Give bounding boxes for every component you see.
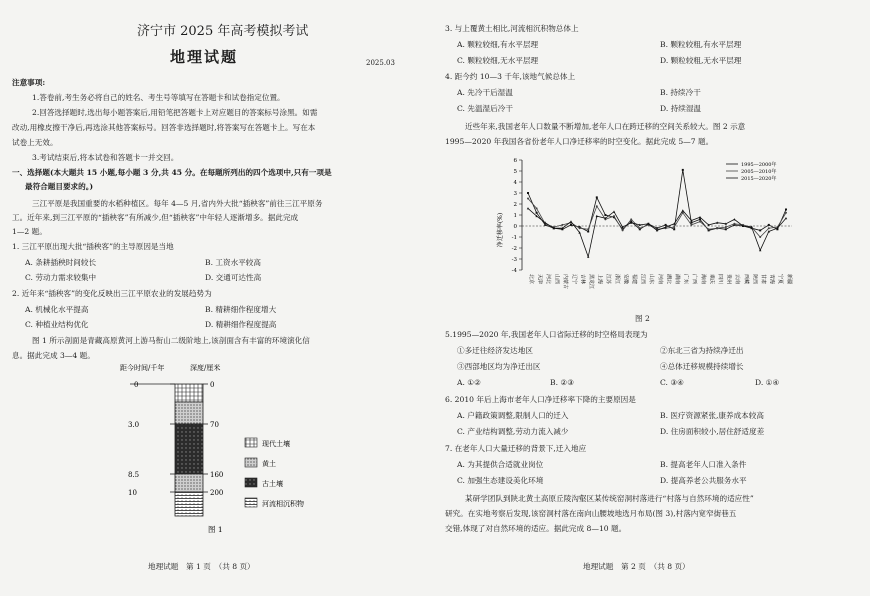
- q2-option-d[interactable]: D. 精耕细作程度提高: [205, 320, 277, 329]
- chart-x-tick-label: 广东: [682, 274, 689, 285]
- legend-swatch-modern: [245, 438, 257, 447]
- q5-statement-1: ①多迁往经济发达地区: [457, 346, 533, 355]
- chart-point: [768, 224, 770, 226]
- chart-point: [527, 207, 529, 209]
- chart-x-tick-label: 重庆: [708, 274, 715, 285]
- legend-label: 黄土: [262, 460, 276, 468]
- note-line: 2.回答选择题时,选出每小题答案后,用铅笔把答题卡上对应题目的答案标号涂黑。如需: [32, 108, 318, 117]
- footer-page-1: 地理试题 第 1 页 （共 8 页）: [148, 562, 255, 571]
- passage-line: 某研学团队到陕北黄土高原丘陵沟壑区某传统窑洞村落进行“村落与自然环境的适应性”: [465, 494, 754, 503]
- chart-x-tick-label: 河南: [656, 274, 663, 285]
- chart-y-tick-label: -3: [511, 257, 517, 263]
- chart-point: [527, 192, 529, 194]
- q3-option-b[interactable]: B. 颗粒较粗,有水平层理: [660, 40, 742, 49]
- chart-x-tick-label: 福建: [631, 274, 637, 285]
- time-tick: 3.0: [128, 421, 140, 429]
- chart-point: [561, 224, 563, 226]
- fig1-depth-axis-title: 深度/厘米: [190, 364, 221, 372]
- passage-line: 1995—2020 年我国各省份老年人口净迁移率的时空变化。据此完成 5—7 题。: [445, 137, 714, 146]
- chart-point: [725, 226, 727, 228]
- chart-point: [613, 210, 615, 212]
- chart-x-tick-label: 黑龙江: [588, 274, 594, 290]
- chart-point: [759, 236, 761, 238]
- chart-point: [587, 256, 589, 258]
- chart-point: [682, 169, 684, 171]
- chart-legend-label: 1995—2000年: [741, 162, 777, 168]
- chart-x-tick-label: 江西: [639, 274, 646, 285]
- question-6-stem: 6. 2010 年后上海市老年人口净迁移率下降的主要原因是: [445, 395, 636, 404]
- chart-x-tick-label: 甘肃: [760, 274, 766, 285]
- layer-paleosol: [175, 424, 203, 474]
- chart-point: [733, 218, 735, 220]
- chart-point: [699, 216, 701, 218]
- chart-x-tick-label: 宁夏: [777, 274, 784, 285]
- chart-series-line-3: [528, 208, 786, 256]
- q5-option-a[interactable]: A. ①②: [457, 378, 481, 387]
- passage-line: 工。近年来,到三江平原的“插秧客”有所减少,但“插秧客”中年轻人逐渐增多。据此完成: [12, 213, 299, 222]
- layer-modern-soil: [175, 384, 203, 402]
- chart-point: [768, 227, 770, 229]
- question-5-stem: 5.1995—2020 年,我国老年人口省际迁移的时空格局表现为: [445, 330, 648, 339]
- footer-page-2: 地理试题 第 2 页 （共 8 页）: [583, 562, 690, 571]
- chart-point: [673, 228, 675, 230]
- chart-point: [699, 218, 701, 220]
- chart-y-tick-label: 6: [513, 158, 517, 164]
- chart-point: [716, 227, 718, 229]
- q5-statement-3: ③西部地区均为净迁出区: [457, 362, 541, 371]
- q5-option-c[interactable]: C. ③④: [660, 378, 684, 387]
- chart-point: [639, 227, 641, 229]
- chart-y-tick-label: 3: [513, 191, 517, 197]
- chart-x-tick-label: 山东: [648, 274, 655, 285]
- legend-swatch-paleosol: [245, 478, 257, 487]
- chart-point: [785, 212, 787, 214]
- question-1-stem: 1. 三江平原出现大批“插秧客”的主导原因是当地: [12, 242, 174, 251]
- chart-x-tick-label: 山西: [553, 274, 560, 285]
- chart-point: [708, 228, 710, 230]
- chart-y-tick-label: -1: [511, 235, 517, 241]
- chart-point: [536, 207, 538, 209]
- chart-x-tick-label: 贵州: [725, 274, 732, 285]
- chart-legend-label: 2015—2020年: [741, 176, 777, 182]
- legend-label: 现代土壤: [262, 440, 290, 448]
- q6-option-a[interactable]: A. 户籍政策调整,限制人口的迁入: [457, 411, 569, 420]
- chart-point: [725, 228, 727, 230]
- chart-x-tick-label: 西藏: [742, 274, 749, 285]
- chart-y-tick-label: -2: [511, 246, 517, 252]
- legend-swatch-river: [245, 498, 257, 507]
- chart-point: [785, 209, 787, 211]
- chart-x-tick-label: 天津: [536, 274, 543, 285]
- chart-y-tick-label: 5: [513, 169, 517, 175]
- chart-x-tick-label: 新疆: [785, 274, 792, 285]
- figure-1-profile: [100, 362, 340, 542]
- q1-option-d[interactable]: D. 交通可达性高: [205, 273, 262, 282]
- q5-option-d[interactable]: D. ①④: [755, 378, 780, 387]
- q7-option-a[interactable]: A. 为其提供合适就业岗位: [457, 460, 544, 469]
- question-4-stem: 4. 距今约 10—3 千年,该地气候总体上: [445, 72, 576, 81]
- figure-2-caption: 图 2: [635, 314, 650, 323]
- chart-x-tick-label: 浙江: [613, 274, 620, 285]
- legend-swatch-loess: [245, 458, 257, 467]
- passage-line: 息。据此完成 3—4 题。: [12, 351, 95, 360]
- layer-loess-lower: [175, 474, 203, 492]
- chart-point: [733, 223, 735, 225]
- fig1-time-axis-title: 距今时间/千年: [120, 364, 165, 372]
- passage-line: 交错,体现了对自然环境的适应。据此完成 8—10 题。: [445, 524, 627, 533]
- chart-x-tick-label: 青海: [768, 274, 775, 285]
- chart-x-tick-label: 内蒙古: [562, 274, 569, 290]
- passage-line: 1—2 题。: [12, 227, 47, 236]
- legend-label: 古土壤: [262, 480, 283, 488]
- chart-point: [673, 226, 675, 228]
- chart-x-tick-label: 陕西: [751, 274, 758, 285]
- chart-x-tick-label: 辽宁: [570, 274, 577, 285]
- legend-label: 河流相沉积物: [262, 500, 304, 508]
- question-3-stem: 3. 与上覆黄土相比,河流相沉积物总体上: [445, 24, 579, 33]
- chart-point: [604, 214, 606, 216]
- chart-x-tick-label: 云南: [734, 274, 741, 285]
- q3-option-c[interactable]: C. 颗粒较细,无水平层理: [457, 56, 539, 65]
- q6-option-c[interactable]: C. 产业结构调整,劳动力流入减少: [457, 427, 569, 436]
- q5-statement-4: ④总体迁移规模持续增长: [660, 362, 744, 371]
- chart-point: [570, 224, 572, 226]
- chart-x-tick-label: 河北: [545, 274, 551, 285]
- question-7-stem: 7. 在老年人口大量迁移的背景下,迁入地应: [445, 444, 587, 453]
- note-line: 1.答卷前,考生务必将自己的姓名、考生号等填写在答题卡和试卷指定位置。: [32, 93, 285, 102]
- q1-option-c[interactable]: C. 劳动力需求较集中: [25, 273, 97, 282]
- chart-x-tick-label: 北京: [527, 274, 534, 285]
- note-line: 试卷上无效。: [12, 138, 58, 147]
- chart-y-axis-label: 净迁移率(%): [497, 212, 504, 248]
- q2-option-a[interactable]: A. 机械化水平提高: [25, 305, 89, 314]
- chart-point: [570, 220, 572, 222]
- depth-tick: 70: [210, 421, 219, 429]
- time-tick: 0: [134, 381, 139, 389]
- q1-option-b[interactable]: B. 工资水平较高: [205, 258, 261, 267]
- q7-option-b[interactable]: B. 提高老年人口准入条件: [660, 460, 747, 469]
- chart-x-tick-label: 广西: [691, 274, 698, 285]
- figure-1-caption: 图 1: [208, 525, 223, 534]
- chart-x-tick-label: 江苏: [605, 274, 612, 285]
- chart-x-tick-label: 吉林: [579, 274, 586, 285]
- chart-x-tick-label: 上海: [596, 274, 603, 285]
- chart-point: [587, 228, 589, 230]
- q2-option-b[interactable]: B. 精耕细作程度增大: [205, 305, 277, 314]
- chart-point: [579, 227, 581, 229]
- chart-point: [596, 196, 598, 198]
- subject-title: 地理试题: [170, 48, 239, 66]
- q6-option-d[interactable]: D. 住房面积较小,居住舒适度差: [660, 427, 765, 436]
- chart-point: [630, 218, 632, 220]
- chart-y-tick-label: 1: [513, 213, 517, 219]
- chart-point: [596, 205, 598, 207]
- passage-line: 图 1 所示剖面是青藏高原黄河上游马衔山二级阶地上,该剖面含有丰富的环境演化信: [32, 336, 310, 345]
- passage-line: 三江平原是我国重要的水稻种植区。每年 4—5 月,省内外大批“插秧客”前往三江平原务: [32, 199, 323, 208]
- passage-line: 研究。在实地考察后发现,该窑洞村落在南向山腰坡地选月布局(图 3),村落内宽窄街巷五: [445, 509, 737, 518]
- q6-option-b[interactable]: B. 医疗资源紧张,康养成本较高: [660, 411, 764, 420]
- chart-point: [699, 221, 701, 223]
- q5-statement-2: ②东北三省为持续净迁出: [660, 346, 744, 355]
- chart-point: [527, 198, 529, 200]
- figure-2-chart: [480, 152, 800, 322]
- chart-point: [613, 215, 615, 217]
- passage-line: 近些年来,我国老年人口数量不断增加,老年人口在跨迁移的空间关系较大。图 2 示意: [465, 122, 746, 131]
- chart-x-tick-label: 海南: [699, 274, 706, 285]
- chart-point: [690, 224, 692, 226]
- notes-heading: 注意事项:: [12, 78, 46, 87]
- q3-option-a[interactable]: A. 颗粒较细,有水平层理: [457, 40, 539, 49]
- q5-option-b[interactable]: B. ②③: [550, 378, 575, 387]
- chart-legend-label: 2005—2010年: [741, 169, 777, 175]
- chart-point: [665, 224, 667, 226]
- depth-tick: 160: [210, 471, 224, 479]
- exam-date: 2025.03: [366, 59, 395, 67]
- chart-x-tick-label: 四川: [717, 274, 723, 285]
- chart-point: [622, 229, 624, 231]
- section-heading: 一、选择题(本大题共 15 小题,每小题 3 分,共 45 分。在每题所列出的四个选项中,只有一项是: [12, 168, 332, 177]
- time-tick: 10: [128, 489, 137, 497]
- depth-tick: 200: [210, 489, 224, 497]
- q7-option-d[interactable]: D. 提高养老公共服务水平: [660, 476, 747, 485]
- chart-x-tick-label: 湖南: [674, 274, 680, 285]
- q7-option-c[interactable]: C. 加强生态建设美化环境: [457, 476, 544, 485]
- chart-y-tick-label: 0: [513, 224, 517, 230]
- chart-point: [759, 229, 761, 231]
- q3-option-d[interactable]: D. 颗粒较粗,无水平层理: [660, 56, 742, 65]
- page-2: [435, 0, 870, 596]
- q2-option-c[interactable]: C. 种植业结构优化: [25, 320, 89, 329]
- q4-option-d[interactable]: D. 持续湿温: [660, 104, 702, 113]
- chart-y-tick-label: 2: [513, 202, 517, 208]
- layer-river-sediment: [175, 492, 203, 516]
- q1-option-a[interactable]: A. 条耕插秧时间较长: [25, 258, 97, 267]
- note-line: 3.考试结束后,将本试卷和答题卡一并交回。: [32, 153, 179, 162]
- time-tick: 8.5: [128, 471, 140, 479]
- chart-point: [682, 209, 684, 211]
- q4-option-c[interactable]: C. 先温湿后冷干: [457, 104, 513, 113]
- chart-y-tick-label: 4: [513, 180, 517, 186]
- depth-tick: 0: [210, 381, 215, 389]
- question-2-stem: 2. 近年来“插秧客”的变化反映出三江平原农业的发展趋势为: [12, 289, 212, 298]
- chart-x-tick-label: 湖北: [665, 274, 672, 285]
- note-line: 改动,用橡皮擦干净后,再选涂其他答案标号。回答非选择题时,将答案写在答题卡上。写在本: [12, 123, 316, 132]
- chart-point: [587, 231, 589, 233]
- layer-loess: [175, 402, 203, 424]
- chart-y-tick-label: -4: [511, 268, 517, 274]
- chart-point: [536, 212, 538, 214]
- chart-x-tick-label: 安徽: [622, 274, 629, 285]
- section-heading-cont: 最符合题目要求的。): [25, 182, 94, 191]
- chart-point: [785, 217, 787, 219]
- q4-option-a[interactable]: A. 先冷干后湿温: [457, 88, 513, 97]
- q4-option-b[interactable]: B. 持续冷干: [660, 88, 701, 97]
- exam-title: 济宁市 2025 年高考模拟考试: [137, 24, 309, 39]
